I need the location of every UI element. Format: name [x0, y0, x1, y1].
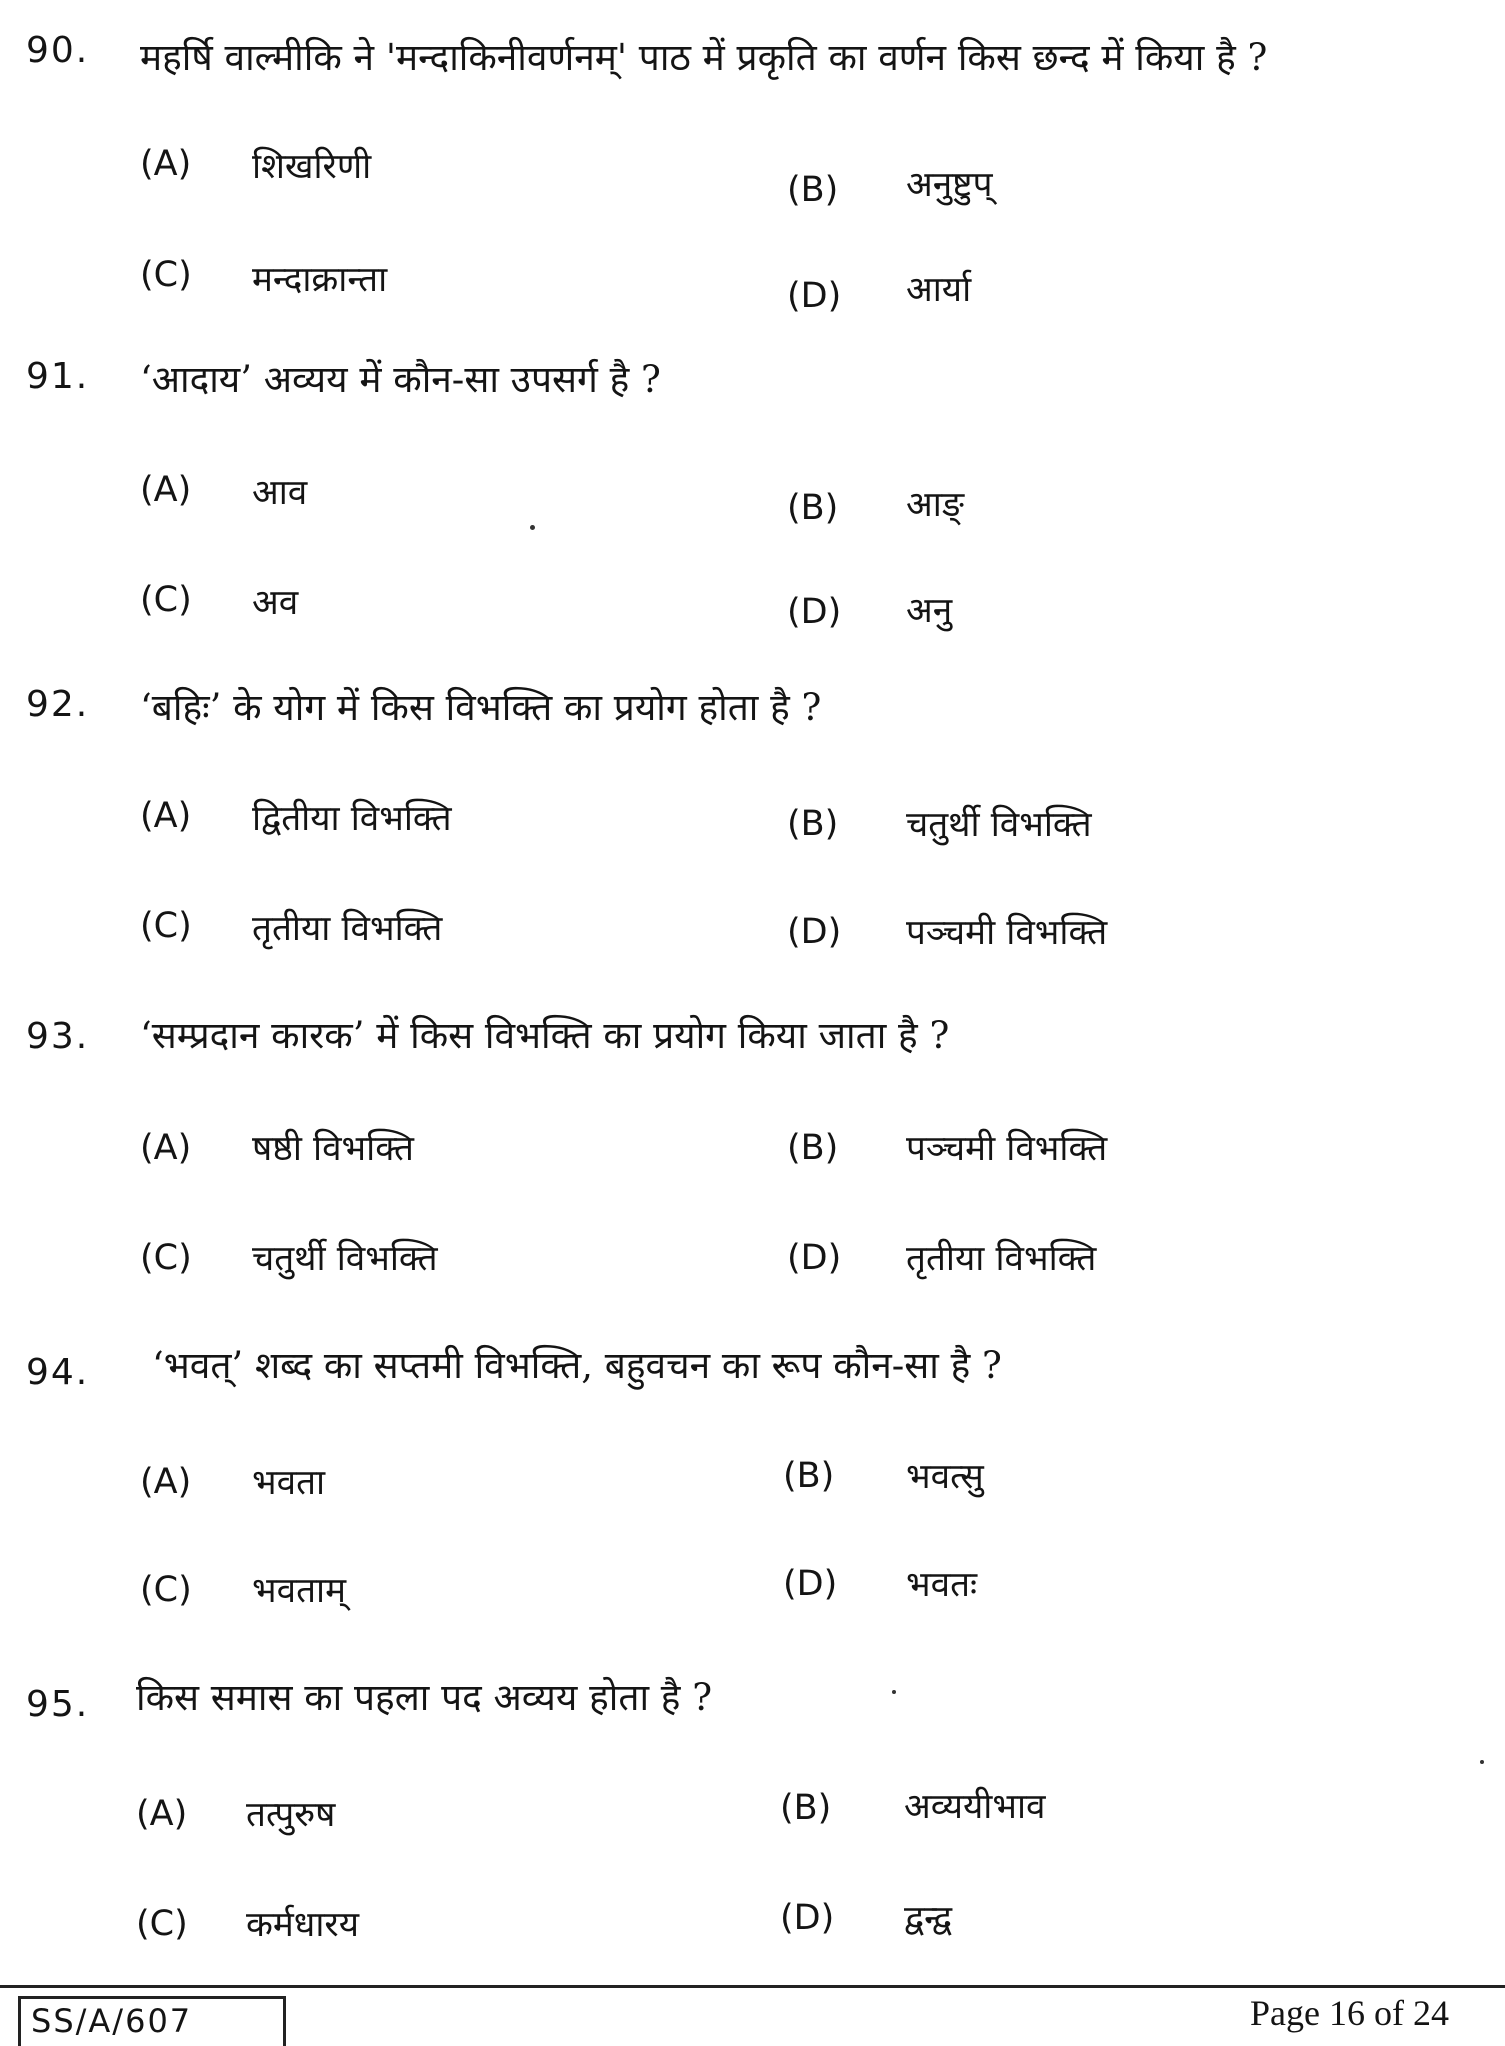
- scan-speck: [1480, 1760, 1484, 1764]
- option-label: (A): [140, 796, 192, 836]
- option-text: तृतीया विभक्ति: [252, 909, 443, 949]
- option-label: (D): [787, 912, 842, 952]
- question-number: 94.: [26, 1352, 90, 1393]
- question-text: किस समास का पहला पद अव्यय होता है ?: [136, 1676, 713, 1719]
- option-text: भवताम्: [252, 1571, 347, 1611]
- question-number: 92.: [26, 684, 90, 725]
- option-text: अव: [252, 583, 299, 623]
- option-label: (A): [140, 470, 192, 510]
- scan-speck: [530, 525, 535, 530]
- option-text: अव्ययीभाव: [904, 1787, 1046, 1827]
- option-text: द्वितीया विभक्ति: [252, 799, 452, 839]
- option-text: आव: [252, 473, 308, 513]
- option-label: (C): [140, 906, 192, 946]
- option-text: भवत्सु: [906, 1457, 984, 1497]
- option-text: भवतः: [906, 1565, 978, 1605]
- option-label: (C): [140, 255, 192, 295]
- option-text: चतुर्थी विभक्ति: [906, 805, 1092, 845]
- option-label: (D): [780, 1898, 835, 1938]
- option-text: मन्दाक्रान्ता: [252, 260, 388, 300]
- question-number: 95.: [26, 1684, 90, 1725]
- option-label: (D): [787, 592, 842, 632]
- option-text: भवता: [252, 1463, 326, 1503]
- option-label: (B): [787, 488, 839, 528]
- page-number: Page 16 of 24: [1250, 1993, 1449, 2033]
- question-number: 93.: [26, 1016, 90, 1057]
- option-label: (B): [787, 170, 839, 210]
- option-label: (C): [140, 1238, 192, 1278]
- option-text: पञ्चमी विभक्ति: [906, 913, 1108, 953]
- question-text: ‘आदाय’ अव्यय में कौन-सा उपसर्ग है ?: [140, 358, 661, 401]
- option-text: अनु: [906, 591, 953, 631]
- option-label: (D): [783, 1564, 838, 1604]
- option-text: अनुष्टुप्: [906, 165, 993, 205]
- question-number: 90.: [26, 30, 90, 71]
- question-text: ‘बहिः’ के योग में किस विभक्ति का प्रयोग होता है ?: [140, 686, 822, 729]
- option-label: (A): [136, 1794, 188, 1834]
- option-label: (B): [787, 804, 839, 844]
- option-label: (A): [140, 1462, 192, 1502]
- option-label: (A): [140, 1128, 192, 1168]
- option-text: तत्पुरुष: [246, 1795, 336, 1835]
- option-label: (B): [783, 1456, 835, 1496]
- option-text: कर्मधारय: [246, 1905, 360, 1945]
- option-text: आङ्: [906, 485, 965, 525]
- paper-code: SS/A/607: [18, 1996, 286, 2046]
- option-text: आर्या: [906, 270, 972, 310]
- option-label: (D): [787, 276, 842, 316]
- option-label: (C): [136, 1904, 188, 1944]
- option-text: पञ्चमी विभक्ति: [906, 1129, 1108, 1169]
- option-text: चतुर्थी विभक्ति: [252, 1239, 438, 1279]
- question-text: ‘भवत्’ शब्द का सप्तमी विभक्ति, बहुवचन का रूप कौन-सा है ?: [152, 1344, 1002, 1387]
- scan-speck: [892, 1690, 896, 1694]
- question-text: ‘सम्प्रदान कारक’ में किस विभक्ति का प्रयोग किया जाता है ?: [140, 1014, 950, 1057]
- option-text: शिखरिणी: [252, 147, 372, 187]
- question-number: 91.: [26, 356, 90, 397]
- option-text: द्वन्द्व: [904, 1899, 953, 1939]
- option-text: तृतीया विभक्ति: [906, 1239, 1097, 1279]
- option-label: (B): [787, 1128, 839, 1168]
- question-text: महर्षि वाल्मीकि ने 'मन्दाकिनीवर्णनम्' पाठ में प्रकृति का वर्णन किस छन्द में किया है ?: [140, 36, 1268, 79]
- option-label: (C): [140, 1570, 192, 1610]
- option-text: षष्ठी विभक्ति: [252, 1129, 414, 1169]
- option-label: (C): [140, 580, 192, 620]
- option-label: (D): [787, 1238, 842, 1278]
- option-label: (B): [780, 1788, 832, 1828]
- option-label: (A): [140, 144, 192, 184]
- footer-rule: [0, 1985, 1505, 1988]
